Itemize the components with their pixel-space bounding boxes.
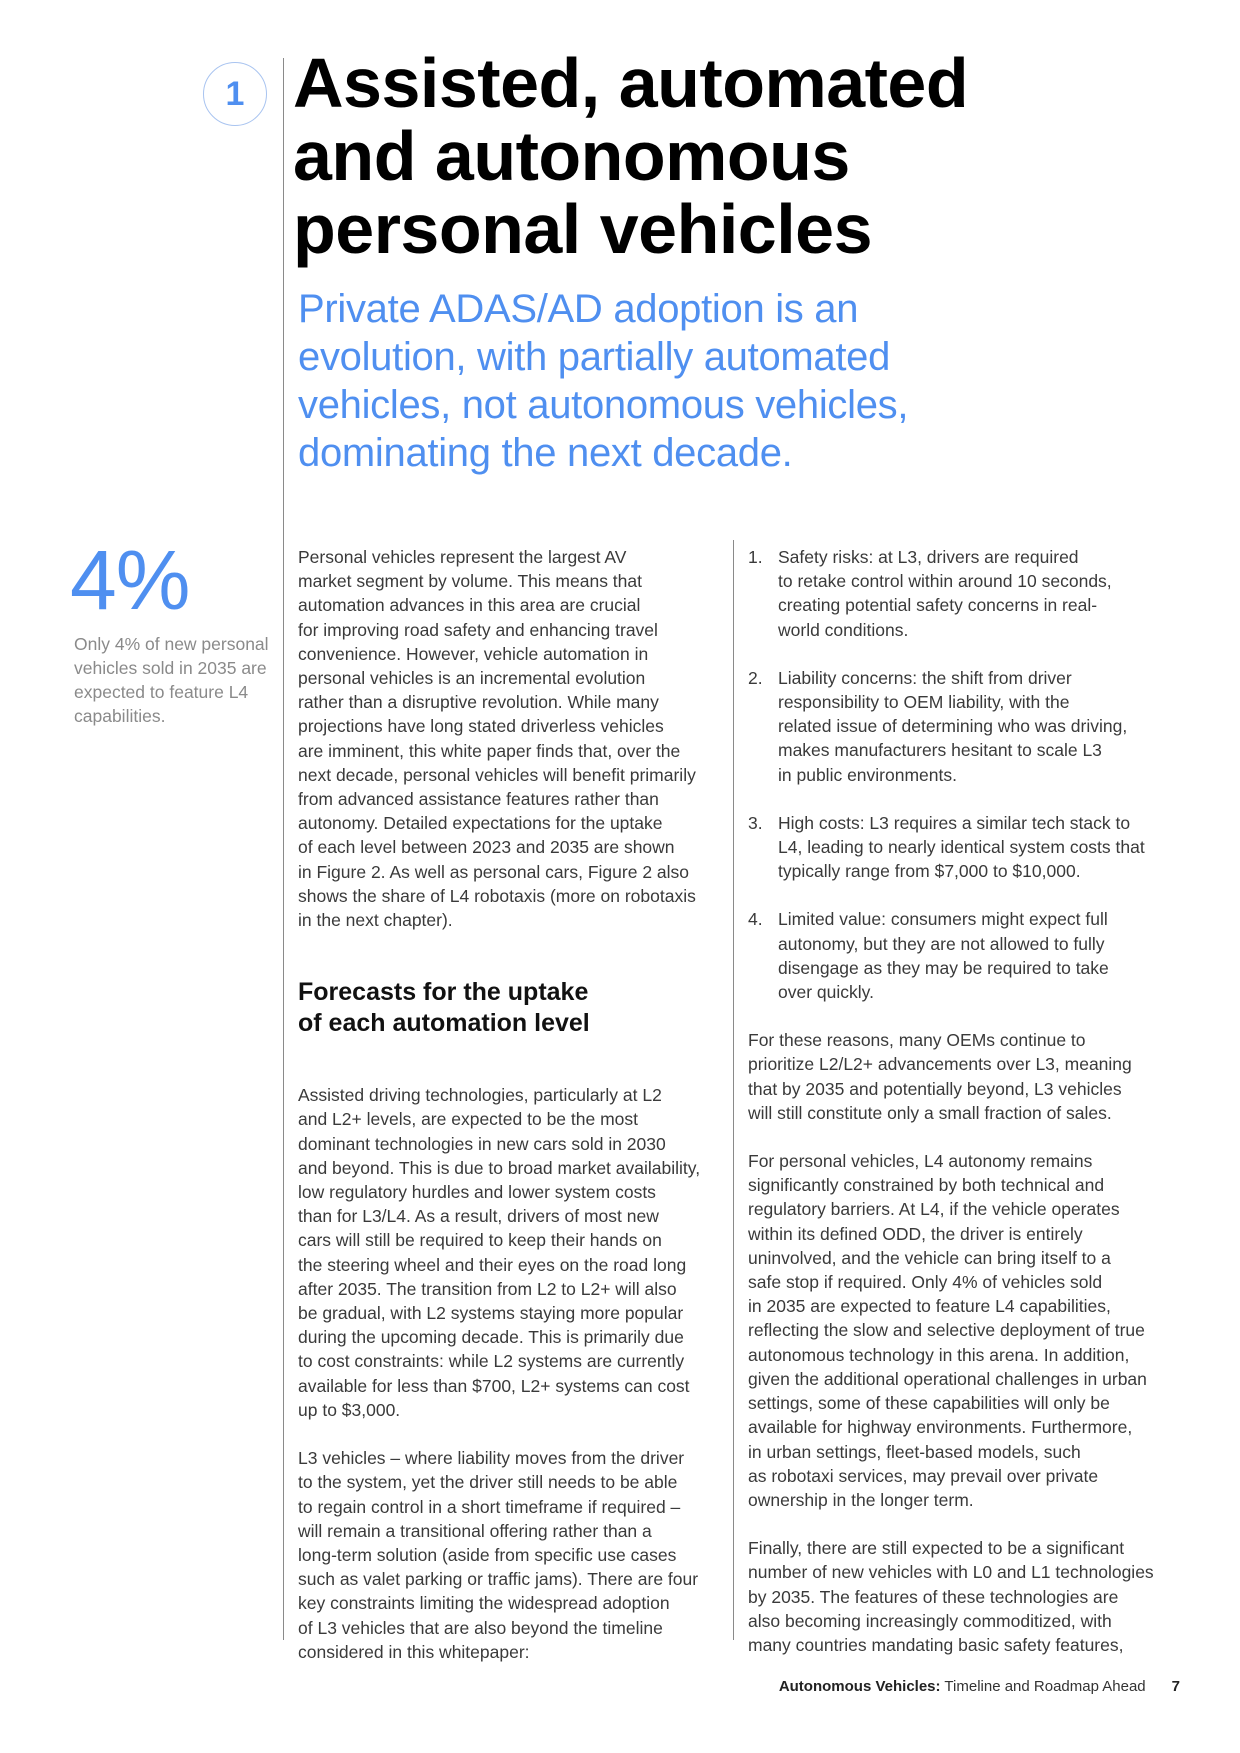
text-line: such as valet parking or traffic jams). There are four <box>298 1569 699 1590</box>
heading-line: of each automation level <box>298 1009 590 1038</box>
list-number: 4. <box>748 909 763 930</box>
text-line: settings, some of these capabilities will only be <box>748 1393 1110 1414</box>
text-line: the steering wheel and their eyes on the road long <box>298 1254 687 1275</box>
text-line: ownership in the longer term. <box>748 1489 974 1510</box>
text-line: shows the share of L4 robotaxis (more on robotaxis <box>298 885 696 906</box>
text-line: responsibility to OEM liability, with the <box>778 692 1070 713</box>
text-line: given the additional operational challenges in urban <box>748 1368 1147 1389</box>
text-line: for improving road safety and enhancing travel <box>298 619 658 640</box>
text-line: of L3 vehicles that are also beyond the timeline <box>298 1617 663 1638</box>
page-title <box>293 44 1153 268</box>
text-line: number of new vehicles with L0 and L1 technologies <box>748 1562 1154 1583</box>
text-line: as robotaxi services, may prevail over private <box>748 1465 1099 1486</box>
text-line: key constraints limiting the widespread adoption <box>298 1593 670 1614</box>
text-line: to the system, yet the driver still needs to be able <box>298 1472 678 1493</box>
constraint-item <box>748 666 1180 787</box>
chapter-number: 1 <box>225 74 245 113</box>
text-line: convenience. However, vehicle automation in <box>298 643 649 664</box>
callout-stat-value: 4% <box>70 533 190 627</box>
text-line: projections have long stated driverless vehicles <box>298 716 664 737</box>
text-line: next decade, personal vehicles will benefit primarily <box>298 764 696 785</box>
text-line: in urban settings, fleet-based models, such <box>748 1441 1081 1462</box>
text-line: safe stop if required. Only 4% of vehicles sold <box>748 1272 1103 1293</box>
text-line: dominant technologies in new cars sold in 2030 <box>298 1133 666 1154</box>
text-line: from advanced assistance features rather than <box>298 789 659 810</box>
text-line: within its defined ODD, the driver is entirely <box>748 1223 1083 1244</box>
page-subtitle <box>298 285 1158 477</box>
text-line: significantly constrained by both technical and <box>748 1175 1105 1196</box>
text-line: For these reasons, many OEMs continue to <box>748 1030 1086 1051</box>
text-line: be gradual, with L2 systems staying more popular <box>298 1303 684 1324</box>
section-heading <box>298 977 723 1039</box>
footer-publication-title: Timeline and Roadmap Ahead <box>940 1678 1146 1695</box>
text-line: by 2035. The features of these technologies are <box>748 1586 1119 1607</box>
text-line: uninvolved, and the vehicle can bring itself to a <box>748 1247 1111 1268</box>
text-line: low regulatory hurdles and lower system costs <box>298 1182 656 1203</box>
text-line: L3 vehicles – where liability moves from the driver <box>298 1448 685 1469</box>
list-number: 1. <box>748 547 763 567</box>
text-line: autonomous technology in this arena. In addition, <box>748 1344 1130 1365</box>
text-line: in public environments. <box>778 764 957 785</box>
text-line: autonomy. Detailed expectations for the uptake <box>298 813 663 834</box>
footer-publication-bold: Autonomous Vehicles: <box>778 1678 941 1695</box>
column-divider-right <box>733 540 734 1640</box>
l4-paragraph <box>748 1149 1180 1512</box>
title-line: and autonomous <box>293 117 850 195</box>
text-line: creating potential safety concerns in real- <box>778 595 1098 616</box>
l3-vehicles-paragraph <box>298 1446 723 1664</box>
text-line: makes manufacturers hesitant to scale L3 <box>778 740 1102 761</box>
text-line: over quickly. <box>778 982 874 1003</box>
text-line: Personal vehicles represent the largest AV <box>298 547 627 567</box>
text-line: available for highway environments. Furthermore, <box>748 1417 1133 1438</box>
text-line: Liability concerns: the shift from driver <box>778 667 1072 688</box>
text-line: to regain control in a short timeframe if required – <box>298 1496 681 1517</box>
assisted-driving-paragraph <box>298 1083 723 1422</box>
chapter-number-badge <box>203 62 267 126</box>
subtitle-line: evolution, with partially automated <box>298 335 891 379</box>
text-line: L4, leading to nearly identical system costs that <box>778 837 1145 858</box>
text-line: rather than a disruptive revolution. While many <box>298 692 659 713</box>
constraint-item <box>748 811 1180 884</box>
text-line: personal vehicles is an incremental evolution <box>298 668 646 689</box>
intro-paragraph <box>298 545 723 932</box>
final-paragraph <box>748 1536 1180 1657</box>
text-line: world conditions. <box>778 619 909 640</box>
text-line: to cost constraints: while L2 systems are currently <box>298 1351 685 1372</box>
subtitle-line: vehicles, not autonomous vehicles, <box>298 383 909 427</box>
text-line: autonomy, but they are not allowed to fully <box>778 933 1105 954</box>
constraint-item <box>748 545 1180 642</box>
text-line: in Figure 2. As well as personal cars, Figure 2 also <box>298 861 690 882</box>
callout-stat-caption: Only 4% of new personal vehicles sold in 2035 are expected to feature L4 capabilities. <box>74 634 269 726</box>
subtitle-line: dominating the next decade. <box>298 431 793 475</box>
text-line: than for L3/L4. As a result, drivers of most new <box>298 1206 659 1227</box>
text-line: to retake control within around 10 seconds, <box>778 571 1112 592</box>
text-line: in the next chapter). <box>298 910 453 931</box>
text-line: Assisted driving technologies, particularly at L2 <box>298 1085 662 1106</box>
text-line: of each level between 2023 and 2035 are shown <box>298 837 675 858</box>
text-line: automation advances in this area are crucial <box>298 595 641 616</box>
text-line: up to $3,000. <box>298 1399 401 1420</box>
list-number: 2. <box>748 667 763 688</box>
text-line: after 2035. The transition from L2 to L2+ will also <box>298 1278 677 1299</box>
title-line: personal vehicles <box>293 190 873 268</box>
text-line: market segment by volume. This means that <box>298 571 642 592</box>
text-line: will remain a transitional offering rather than a <box>298 1520 652 1541</box>
reasons-paragraph <box>748 1028 1180 1125</box>
text-line: cars will still be required to keep their hands on <box>298 1230 662 1251</box>
right-column <box>748 545 1180 1657</box>
text-line: during the upcoming decade. This is primarily due <box>298 1327 684 1348</box>
text-line: considered in this whitepaper: <box>298 1641 530 1662</box>
column-divider-left <box>283 58 284 1640</box>
text-line: long-term solution (aside from specific use cases <box>298 1544 677 1565</box>
text-line: are imminent, this white paper finds that, over the <box>298 740 681 761</box>
text-line: regulatory barriers. At L4, if the vehicle operates <box>748 1199 1120 1220</box>
l3-constraints-list <box>748 545 1180 1004</box>
text-line: related issue of determining who was driving, <box>778 716 1128 737</box>
text-line: will still constitute only a small fraction of sales. <box>748 1102 1112 1123</box>
text-line: High costs: L3 requires a similar tech stack to <box>778 812 1131 833</box>
text-line: reflecting the slow and selective deployment of true <box>748 1320 1145 1341</box>
list-number: 3. <box>748 812 763 833</box>
text-line: that by 2035 and potentially beyond, L3 vehicles <box>748 1078 1122 1099</box>
page-footer <box>760 1678 1180 1695</box>
text-line: many countries mandating basic safety features, <box>748 1634 1124 1655</box>
page-number: 7 <box>1171 1678 1180 1695</box>
text-line: and L2+ levels, are expected to be the most <box>298 1109 639 1130</box>
heading-line: Forecasts for the uptake <box>298 978 589 1007</box>
text-line: disengage as they may be required to take <box>778 957 1109 978</box>
text-line: also becoming increasingly commoditized, with <box>748 1610 1112 1631</box>
text-line: and beyond. This is due to broad market availability, <box>298 1157 701 1178</box>
text-line: available for less than $700, L2+ systems can cost <box>298 1375 690 1396</box>
text-line: Finally, there are still expected to be a significant <box>748 1538 1125 1559</box>
constraint-item <box>748 907 1180 1004</box>
subtitle-line: Private ADAS/AD adoption is an <box>298 287 859 331</box>
title-line: Assisted, automated <box>293 44 969 122</box>
text-line: typically range from $7,000 to $10,000. <box>778 861 1081 882</box>
text-line: For personal vehicles, L4 autonomy remains <box>748 1151 1093 1172</box>
text-line: prioritize L2/L2+ advancements over L3, meaning <box>748 1054 1132 1075</box>
text-line: in 2035 are expected to feature L4 capabilities, <box>748 1296 1111 1317</box>
left-column <box>298 545 723 1664</box>
text-line: Safety risks: at L3, drivers are required <box>778 547 1079 567</box>
text-line: Limited value: consumers might expect full <box>778 909 1108 930</box>
